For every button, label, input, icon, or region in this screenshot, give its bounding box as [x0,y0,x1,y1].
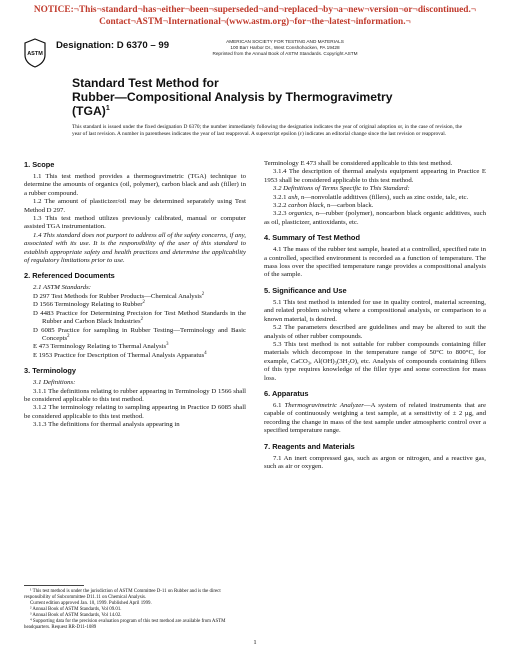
paragraph: 3.2.1 ash, n—nonvolatile additives (fillers), such as zinc oxide, talc, etc. [273,193,469,201]
paragraph: 1.2 The amount of plasticizer/oil may be determined separately using Test Method D 297. [24,198,246,214]
reference-item: E 1953 Practice for Description of Thermal Analysis Apparatus$^4$ [33,350,207,359]
paragraph: 3.1.4 The description of thermal analysis equipment appearing in Practice E 1953 shall be considered applicable to this test method. [264,168,486,184]
footnotes [24,585,246,631]
astm-logo-icon [24,38,46,68]
paragraph: 3.2 Definitions of Terms Specific to This Standard: [273,185,410,193]
paragraph: 6.1 Thermogravimetric Analyzer—A system of related instruments that are capable of continuously weighing a test sample, at a sensitivity of ± 2 µg, and recording the change in mass of the test sample under atmospheric control over a specified temperature range. [264,401,486,435]
paragraph: 3.2.2 carbon black, n—carbon black. [273,202,374,210]
paragraph: 1.4 This standard does not purport to address all of the safety concerns, if any, associated with its use. It is the responsibility of the user of this standard to establish appropriate safety and health practices and determine the applicability of regulatory limitations prior to use. [24,231,246,265]
paragraph: 3.1.1 The definitions relating to rubber appearing in Terminology D 1566 shall be considered applicable to this test method. [24,387,246,403]
paragraph: 3.1.2 The terminology relating to sampling appearing in Practice D 6085 shall be considered applicable to this test method. [24,404,246,420]
footnote: ⁴ Supporting data for the precision evaluation program of this test method are available from ASTM headquarters. Request RR-D11-1089 [24,619,226,630]
paragraph: 5.1 This test method is intended for use in quality control, material screening, and related problem solving where a compositional analysis, or comparison to a known material, is desired. [264,298,486,323]
reference-item: D 6085 Practice for sampling in Rubber Testing—Terminology and Basic Concepts$^2$ [33,326,246,342]
section-heading: 3. Terminology [24,366,77,376]
section-heading: 2. Referenced Documents [24,271,115,281]
paragraph: 4.1 The mass of the rubber test sample, heated at a controlled, specified rate in a controlled, specified environment is recorded as a function of temperature. The mass loss over the specified temperature range provides a compositional analysis of the sample. [264,246,486,279]
svg-text:ASTM: ASTM [27,51,43,57]
title-line: (TGA)$^1$ [72,104,110,118]
paragraph: 1.1 This test method provides a thermogravimetric (TGA) technique to determine the amounts of organics (oil, polymer), carbon black and ash (filler) in a rubber compound. [24,173,246,197]
section-heading: 1. Scope [24,160,55,169]
paragraph: 3.1 Definitions: [33,379,76,387]
paragraph: 1.3 This test method utilizes previously calibrated, manual or computer assisted TGA instrumentation. [24,215,246,231]
designation: Designation: D 6370 – 99 [56,40,170,51]
publisher-line: 100 Barr Harbor Dr., West Conshohocken, PA 19428 [230,45,340,50]
footnote: ¹ This test method is under the jurisdiction of ASTM Committee D-11 on Rubber and is the direct responsibility of Subcommittee D11.11 on Chemical Analysis. [24,589,221,600]
publisher-line: Reprinted from the Annual Book of ASTM Standards. Copyright ASTM [212,51,358,56]
section-heading: 6. Apparatus [264,388,309,398]
paragraph: 5.2 The parameters described are guidelines and may be altered to suit the analysis of other rubber compounds. [264,324,486,340]
footnote: ³ Annual Book of ASTM Standards, Vol 14.02. [30,613,122,618]
document-title [72,76,452,118]
title-line: Standard Test Method for [72,76,219,90]
footnote-divider [24,585,84,586]
title-line: Rubber—Compositional Analysis by Thermogravimetry [72,90,393,104]
paragraph: 7.1 An inert compressed gas, such as argon or nitrogen, and a reactive gas, such as air or oxygen. [264,454,486,470]
paragraph: 5.3 This test method is not suitable for rubber compounds containing filler materials which decompose in the temperature range of 50°C to 800°C, for example, CaCO₃, Al(OH)₃(3H₂O), etc. Analysis of compounds containing fillers of this type requires knowledge of the filler type and some correction for mass loss. [264,340,486,382]
paragraph: 3.1.3 The definitions for thermal analysis appearing in [33,421,180,429]
paragraph: 2.1 ASTM Standards: [33,284,91,292]
paragraph: 3.2.3 organics, n—rubber (polymer), noncarbon black organic additives, such as oil, plasticizer, antioxidants, etc. [264,210,486,226]
section-heading: 7. Reagents and Materials [264,441,355,451]
issuance-note: This standard is issued under the fixed designation D 6370; the number immediately following the designation indicates the year of original adoption or, in the case of revision, the year of last revision. A number in parentheses indicates the year of last reapproval. A superscript epsilon (ε) indicates an editorial change since the last revision or reapproval. [72,124,462,137]
left-column [24,160,246,430]
reference-item: D 297 Test Methods for Rubber Products—Chemical Analysis$^2$ [33,291,205,300]
section-heading: 5. Significance and Use [264,285,347,295]
footnote: ² Annual Book of ASTM Standards, Vol 09.01. [30,607,122,612]
reference-item: E 473 Terminology Relating to Thermal Analysis$^3$ [33,342,169,351]
notice-banner: NOTICE:¬This¬standard¬has¬either¬been¬superseded¬and¬replaced¬by¬a¬new¬version¬or¬discontinued.¬ Contact¬ASTM¬International¬(www.astm.org)¬for¬the¬latest¬information.¬ [33,5,477,27]
publisher-block [170,39,400,57]
publisher-line: AMERICAN SOCIETY FOR TESTING AND MATERIALS [226,39,344,44]
section-heading: 4. Summary of Test Method [264,233,360,243]
paragraph: Terminology E 473 shall be considered applicable to this test method. [264,160,453,167]
page-number: 1 [253,639,257,646]
reference-item: D 1566 Terminology Relating to Rubber$^2$ [33,300,145,309]
footnote: Current edition approved Jan. 10, 1999. Published April 1999. [30,601,152,606]
right-column [264,160,486,471]
reference-item: D 4483 Practice for Determining Precision for Test Method Standards in the Rubber and Carbon Black Industries$^2$ [33,309,246,326]
